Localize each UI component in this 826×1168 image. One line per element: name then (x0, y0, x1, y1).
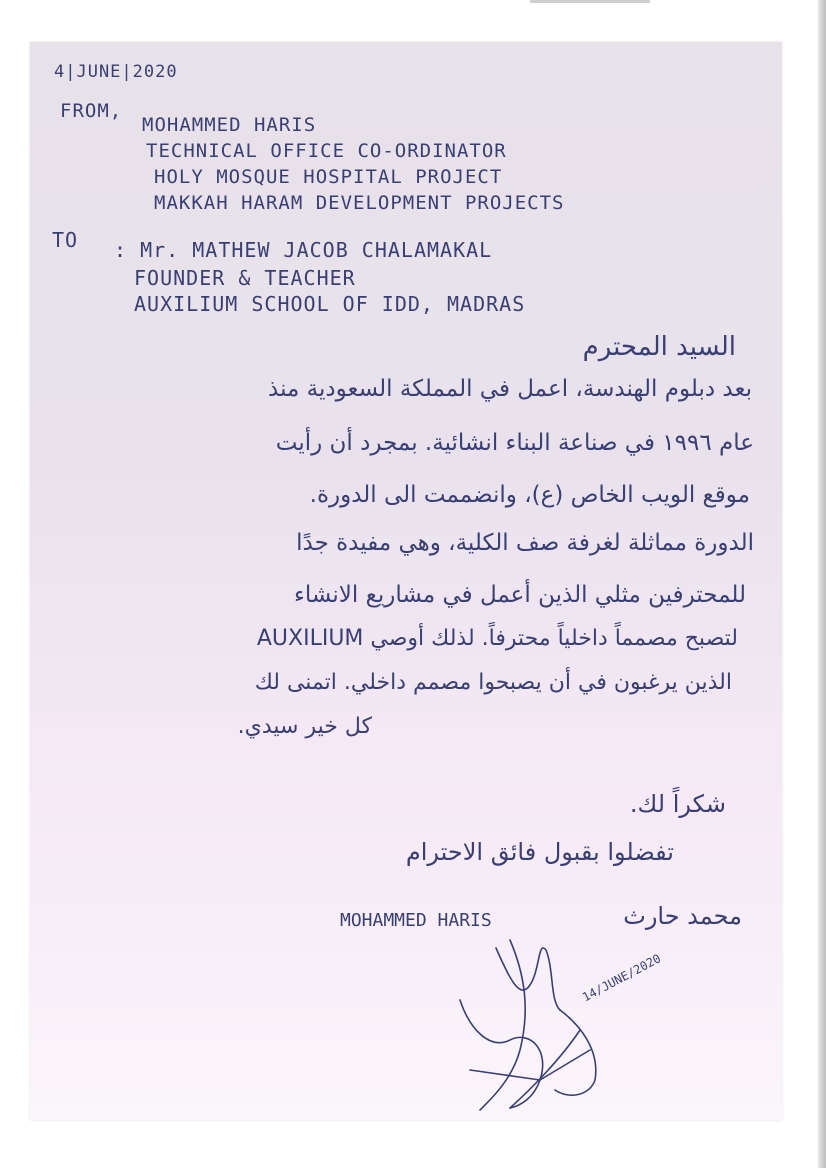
from-org: MAKKAH HARAM DEVELOPMENT PROJECTS (154, 192, 565, 214)
to-label: TO (52, 228, 79, 252)
from-label: FROM, (60, 100, 123, 122)
from-name: MOHAMMED HARIS (142, 114, 317, 136)
handwritten-signature (450, 930, 690, 1120)
body-line-5: للمحترفين مثلي الذين أعمل في مشاريع الانشاء (294, 582, 746, 608)
scan-edge (818, 0, 826, 1168)
signer-name-en: MOHAMMED HARIS (340, 910, 492, 931)
body-line-4: الدورة مماثلة لغرفة صف الكلية، وهي مفيدة جدًا (296, 530, 754, 556)
from-project: HOLY MOSQUE HOSPITAL PROJECT (154, 166, 503, 188)
body-line-6: لتصبح مصمماً داخلياً محترفاً. لذلك أوصي AUXILIUM (256, 626, 738, 651)
signer-name-ar: محمد حارث (623, 902, 742, 930)
body-line-1: بعد دبلوم الهندسة، اعمل في المملكة السعودية منذ (268, 376, 752, 402)
scan-mark (530, 0, 650, 3)
salutation: السيد المحترم (582, 332, 736, 362)
body-line-3: موقع الويب الخاص (ع)، وانضممت الى الدورة. (309, 482, 750, 508)
to-org: AUXILIUM SCHOOL OF IDD, MADRAS (134, 292, 526, 316)
from-title: TECHNICAL OFFICE CO-ORDINATOR (146, 140, 507, 162)
body-line-8: كل خير سيدي. (237, 714, 372, 739)
thanks-line: شكراً لك. (629, 790, 726, 818)
body-line-2: عام ١٩٩٦ في صناعة البناء انشائية. بمجرد أن رأيت (275, 430, 754, 456)
closing-line: تفضلوا بقبول فائق الاحترام (405, 838, 674, 866)
letter-date: 4|JUNE|2020 (54, 62, 178, 82)
to-title: FOUNDER & TEACHER (134, 266, 356, 290)
body-line-7: الذين يرغبون في أن يصبحوا مصمم داخلي. اتمنى لك (254, 670, 732, 695)
to-name: : Mr. MATHEW JACOB CHALAMAKAL (114, 238, 493, 262)
signature-date: 14/JUNE/2020 (580, 951, 664, 1005)
